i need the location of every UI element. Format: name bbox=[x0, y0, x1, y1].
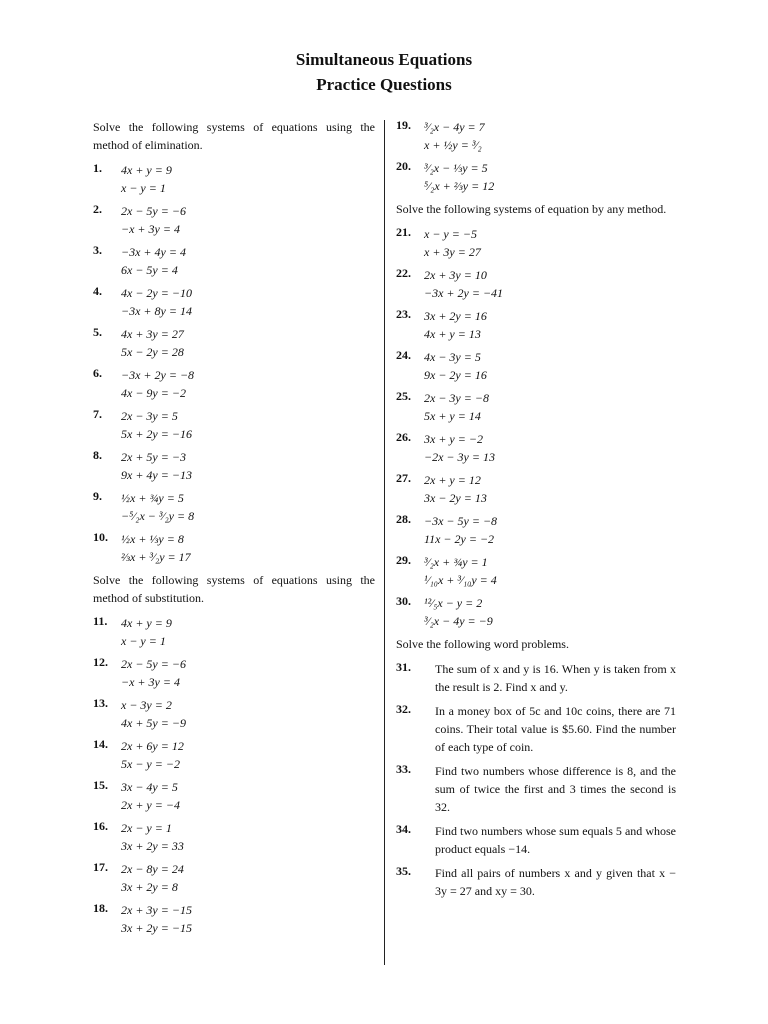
equation: 2x − 5y = −6 bbox=[121, 204, 186, 218]
word-problem-item bbox=[396, 762, 676, 816]
equation-system bbox=[424, 471, 487, 507]
question-number: 5. bbox=[93, 325, 102, 339]
equation: 3x − 2y = 13 bbox=[424, 491, 487, 505]
instruction-word-problems: Solve the following word problems. bbox=[396, 637, 569, 651]
question-number: 21. bbox=[396, 225, 411, 239]
column-divider bbox=[384, 120, 385, 965]
question-item bbox=[396, 118, 676, 154]
right-column bbox=[396, 118, 676, 906]
question-number: 1. bbox=[93, 161, 102, 175]
equation: 2x − y = 1 bbox=[121, 821, 172, 835]
equation: −x + 3y = 4 bbox=[121, 675, 180, 689]
equation: 3x + y = −2 bbox=[424, 432, 483, 446]
equation: 4x + 5y = −9 bbox=[121, 716, 186, 730]
question-number: 24. bbox=[396, 348, 411, 362]
question-item bbox=[396, 430, 676, 466]
substitution-questions bbox=[93, 614, 375, 937]
word-problem-text: Find two numbers whose difference is 8, and the sum of twice the first and 3 times the second is 32. bbox=[435, 764, 676, 814]
question-item bbox=[93, 366, 375, 402]
equation: ³⁄₂x − ⅓y = 5 bbox=[424, 161, 488, 175]
equation: 9x + 4y = −13 bbox=[121, 468, 192, 482]
equation: −3x + 8y = 14 bbox=[121, 304, 192, 318]
word-problem-item bbox=[396, 702, 676, 756]
equation: −x + 3y = 4 bbox=[121, 222, 180, 236]
equation: x − y = 1 bbox=[121, 634, 166, 648]
question-number: 30. bbox=[396, 594, 411, 608]
instruction-elimination: Solve the following systems of equations using the method of elimination. bbox=[93, 120, 375, 152]
word-problem-text: Find two numbers whose sum equals 5 and whose product equals −14. bbox=[435, 824, 676, 856]
equation-system bbox=[121, 819, 184, 855]
equation-system bbox=[121, 530, 191, 566]
question-item bbox=[93, 284, 375, 320]
equation: 2x + 6y = 12 bbox=[121, 739, 184, 753]
question-number: 28. bbox=[396, 512, 411, 526]
equation-system bbox=[121, 489, 194, 525]
word-problem-text: Find all pairs of numbers x and y given that x − 3y = 27 and xy = 30. bbox=[435, 866, 676, 898]
equation: 2x + y = −4 bbox=[121, 798, 180, 812]
question-item bbox=[93, 655, 375, 691]
page-subtitle: Practice Questions bbox=[316, 75, 452, 94]
question-number: 25. bbox=[396, 389, 411, 403]
question-item bbox=[396, 471, 676, 507]
equation: ³⁄₂x − 4y = −9 bbox=[424, 614, 493, 628]
substitution-questions-continued bbox=[396, 118, 676, 195]
question-item bbox=[396, 225, 676, 261]
question-number: 23. bbox=[396, 307, 411, 321]
word-problem-item bbox=[396, 822, 676, 858]
equation: x − y = −5 bbox=[424, 227, 477, 241]
equation: 2x − 3y = −8 bbox=[424, 391, 489, 405]
equation-system bbox=[424, 307, 487, 343]
equation: 2x + 3y = −15 bbox=[121, 903, 192, 917]
question-number: 10. bbox=[93, 530, 108, 544]
equation-system bbox=[121, 202, 186, 238]
equation: 4x + y = 9 bbox=[121, 163, 172, 177]
equation: 5x − y = −2 bbox=[121, 757, 180, 771]
question-item bbox=[396, 266, 676, 302]
equation: x − y = 1 bbox=[121, 181, 166, 195]
question-item bbox=[396, 512, 676, 548]
word-problem-item bbox=[396, 660, 676, 696]
equation: ¹²⁄₅x − y = 2 bbox=[424, 596, 483, 610]
word-problem-text: The sum of x and y is 16. When y is taken from x the result is 2. Find x and y. bbox=[435, 662, 676, 694]
question-number: 16. bbox=[93, 819, 108, 833]
question-item bbox=[93, 778, 375, 814]
question-number: 14. bbox=[93, 737, 108, 751]
question-number: 12. bbox=[93, 655, 108, 669]
question-number: 31. bbox=[396, 660, 411, 674]
word-problems bbox=[396, 660, 676, 900]
question-number: 29. bbox=[396, 553, 411, 567]
equation-system bbox=[121, 655, 186, 691]
question-number: 20. bbox=[396, 159, 411, 173]
question-item bbox=[93, 530, 375, 566]
question-number: 17. bbox=[93, 860, 108, 874]
equation: −3x + 4y = 4 bbox=[121, 245, 186, 259]
equation: 4x − 2y = −10 bbox=[121, 286, 192, 300]
equation-system bbox=[121, 778, 180, 814]
equation-system bbox=[121, 901, 192, 937]
equation: 2x + 3y = 10 bbox=[424, 268, 487, 282]
equation: 2x − 5y = −6 bbox=[121, 657, 186, 671]
question-item bbox=[93, 161, 375, 197]
equation: 11x − 2y = −2 bbox=[424, 532, 495, 546]
equation-system bbox=[121, 860, 184, 896]
page-title: Simultaneous Equations bbox=[295, 50, 473, 69]
equation: ¹⁄₁₀x + ³⁄₁₀y = 4 bbox=[424, 573, 497, 587]
equation: x + ½y = ³⁄₂ bbox=[424, 138, 482, 152]
question-number: 13. bbox=[93, 696, 108, 710]
question-number: 26. bbox=[396, 430, 411, 444]
question-item bbox=[93, 614, 375, 650]
equation-system bbox=[121, 737, 184, 773]
equation-system bbox=[424, 225, 481, 261]
question-number: 11. bbox=[93, 614, 108, 628]
question-number: 8. bbox=[93, 448, 102, 462]
equation-system bbox=[424, 594, 493, 630]
word-problem-item bbox=[396, 864, 676, 900]
equation: ½x + ⅓y = 8 bbox=[121, 532, 184, 546]
question-number: 15. bbox=[93, 778, 108, 792]
word-problem-text: In a money box of 5c and 10c coins, there are 71 coins. Their total value is $5.60. Find the number of each type of coin. bbox=[435, 704, 676, 754]
question-item bbox=[93, 819, 375, 855]
equation: 2x + y = 12 bbox=[424, 473, 481, 487]
question-item bbox=[93, 325, 375, 361]
question-item bbox=[93, 448, 375, 484]
equation: ³⁄₂x − 4y = 7 bbox=[424, 120, 485, 134]
equation-system bbox=[121, 614, 172, 650]
question-number: 35. bbox=[396, 864, 411, 878]
equation: 5x + y = 14 bbox=[424, 409, 481, 423]
equation: 4x + y = 13 bbox=[424, 327, 481, 341]
question-number: 34. bbox=[396, 822, 411, 836]
question-item bbox=[93, 696, 375, 732]
equation: 9x − 2y = 16 bbox=[424, 368, 487, 382]
equation: 3x + 2y = 8 bbox=[121, 880, 178, 894]
question-number: 32. bbox=[396, 702, 411, 716]
equation-system bbox=[121, 366, 194, 402]
equation-system bbox=[424, 118, 485, 154]
equation: ⅔x + ³⁄₂y = 17 bbox=[121, 550, 191, 564]
question-item bbox=[396, 307, 676, 343]
equation: 5x − 2y = 28 bbox=[121, 345, 184, 359]
question-number: 7. bbox=[93, 407, 102, 421]
equation-system bbox=[121, 696, 186, 732]
any-method-questions bbox=[396, 225, 676, 630]
left-column bbox=[93, 118, 375, 942]
question-number: 27. bbox=[396, 471, 411, 485]
equation-system bbox=[121, 448, 192, 484]
equation-system bbox=[424, 553, 497, 589]
question-item bbox=[396, 159, 676, 195]
question-item bbox=[93, 202, 375, 238]
equation: 3x − 4y = 5 bbox=[121, 780, 178, 794]
question-item bbox=[93, 737, 375, 773]
question-item bbox=[396, 594, 676, 630]
equation: −3x + 2y = −8 bbox=[121, 368, 195, 382]
question-item bbox=[396, 348, 676, 384]
equation-system bbox=[424, 348, 487, 384]
equation: 3x + 2y = 16 bbox=[424, 309, 487, 323]
question-number: 4. bbox=[93, 284, 102, 298]
question-item bbox=[93, 407, 375, 443]
equation-system bbox=[424, 430, 495, 466]
instruction-any-method: Solve the following systems of equation by any method. bbox=[396, 202, 667, 216]
equation-system bbox=[121, 325, 184, 361]
equation: 2x − 3y = 5 bbox=[121, 409, 178, 423]
equation: 6x − 5y = 4 bbox=[121, 263, 178, 277]
instruction-substitution: Solve the following systems of equations using the method of substitution. bbox=[93, 573, 375, 605]
question-item bbox=[93, 860, 375, 896]
equation: −3x − 5y = −8 bbox=[424, 514, 498, 528]
equation: 5x + 2y = −16 bbox=[121, 427, 192, 441]
question-number: 6. bbox=[93, 366, 102, 380]
equation: 3x + 2y = −15 bbox=[121, 921, 192, 935]
equation-system bbox=[121, 284, 192, 320]
question-item bbox=[93, 489, 375, 525]
question-number: 22. bbox=[396, 266, 411, 280]
equation: −2x − 3y = 13 bbox=[424, 450, 495, 464]
equation: ³⁄₂x + ¾y = 1 bbox=[424, 555, 488, 569]
equation-system bbox=[424, 512, 497, 548]
question-number: 33. bbox=[396, 762, 411, 776]
equation-system bbox=[121, 243, 186, 279]
equation: −⁵⁄₂x − ³⁄₂y = 8 bbox=[121, 509, 195, 523]
question-number: 18. bbox=[93, 901, 108, 915]
equation: −3x + 2y = −41 bbox=[424, 286, 504, 300]
equation: 2x + 5y = −3 bbox=[121, 450, 186, 464]
question-item bbox=[396, 389, 676, 425]
equation: 4x − 3y = 5 bbox=[424, 350, 481, 364]
question-number: 19. bbox=[396, 118, 411, 132]
equation-system bbox=[424, 159, 494, 195]
question-item bbox=[396, 553, 676, 589]
elimination-questions bbox=[93, 161, 375, 566]
equation: 2x − 8y = 24 bbox=[121, 862, 184, 876]
equation: x + 3y = 27 bbox=[424, 245, 481, 259]
equation: 4x + 3y = 27 bbox=[121, 327, 184, 341]
equation-system bbox=[424, 389, 489, 425]
equation: ½x + ¾y = 5 bbox=[121, 491, 184, 505]
equation: ⁵⁄₂x + ⅔y = 12 bbox=[424, 179, 495, 193]
question-number: 9. bbox=[93, 489, 102, 503]
question-item bbox=[93, 243, 375, 279]
equation-system bbox=[121, 161, 172, 197]
equation: 3x + 2y = 33 bbox=[121, 839, 184, 853]
question-item bbox=[93, 901, 375, 937]
equation-system bbox=[424, 266, 503, 302]
equation: x − 3y = 2 bbox=[121, 698, 172, 712]
equation-system bbox=[121, 407, 192, 443]
equation: 4x − 9y = −2 bbox=[121, 386, 186, 400]
question-number: 3. bbox=[93, 243, 102, 257]
question-number: 2. bbox=[93, 202, 102, 216]
equation: 4x + y = 9 bbox=[121, 616, 172, 630]
